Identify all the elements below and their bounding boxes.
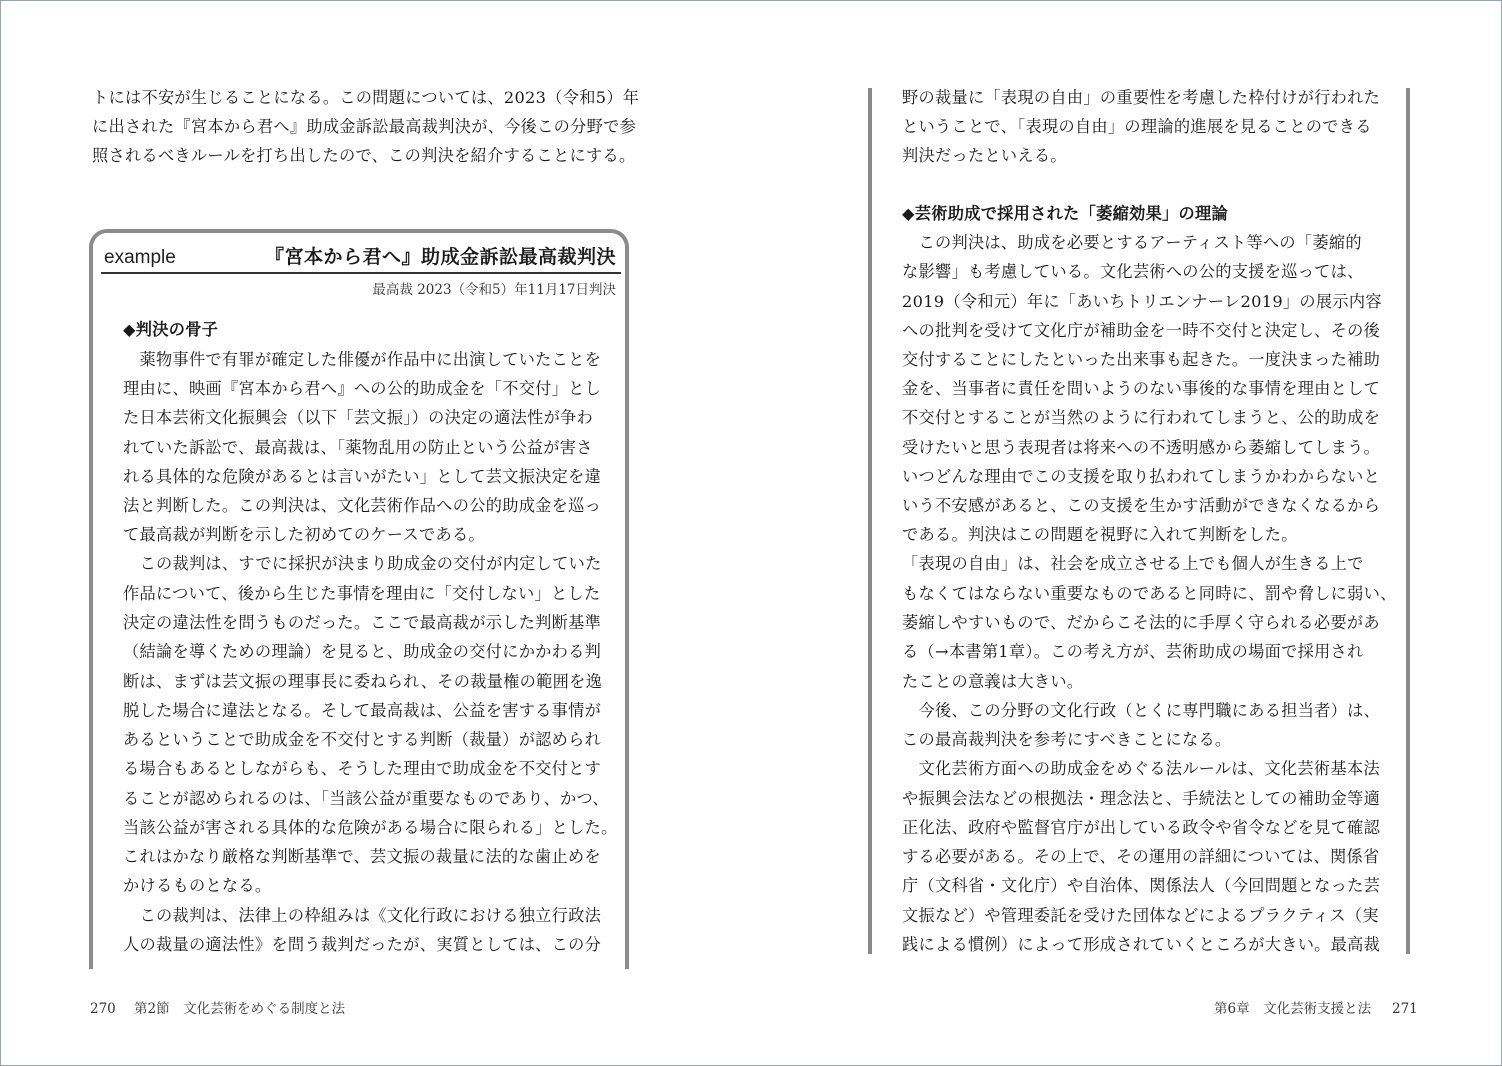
text-line: や振興会法などの根拠法・理念法と、手続法としての補助金等適 <box>902 789 1381 808</box>
text-line: である。判決はこの問題を視野に入れて判断をした。 <box>902 525 1298 544</box>
text-line: 決定の違法性を問うものだった。ここで最高裁が示した判断基準 <box>123 613 602 632</box>
text-line: トには不安が生じることになる。この問題については、2023（令和5）年 <box>92 88 640 107</box>
text-line: この裁判は、すでに採択が決まり助成金の交付が内定していた <box>123 554 602 573</box>
example-title-rule <box>101 272 621 274</box>
text-line: あるということで助成金を不交付とする判断（裁量）が認められ <box>123 730 602 749</box>
text-line: 作品について、後から生じた事情を理由に「交付しない」とした <box>123 584 601 603</box>
text-line: 理由に、映画『宮本から君へ』への公的助成金を「不交付」とし <box>123 379 602 398</box>
text-line: な影響」も考慮している。文化芸術への公的支援を巡っては、 <box>902 262 1364 281</box>
section-heading: ◆判決の骨子 <box>123 320 219 339</box>
text-line: する必要がある。その上で、その運用の詳細については、関係省 <box>902 847 1380 866</box>
text-line: 照されるべきルールを打ち出したので、この判決を紹介することにする。 <box>92 146 636 165</box>
text-line: ということで、「表現の自由」の理論的進展を見ることのできる <box>902 117 1372 136</box>
text-line: いつどんな理由でこの支援を取り払われてしまうかわからないと <box>902 467 1381 486</box>
text-line: いう不安感があると、この支援を生かす活動ができなくなるから <box>902 496 1381 515</box>
left-page-number: 270 <box>90 1001 116 1017</box>
text-line: 正化法、政府や監督官庁が出している政令や省令などを見て確認 <box>902 818 1381 837</box>
section-heading: ◆芸術助成で採用された「萎縮効果」の理論 <box>902 204 1229 223</box>
text-line: て最高裁が判断を示した初めてのケースである。 <box>123 525 485 544</box>
text-line: 文振など）や管理委託を受けた団体などによるプラクティス（実 <box>902 906 1379 925</box>
text-line: これはかなり厳格な判断基準で、芸文振の裁量に法的な歯止めを <box>123 847 601 866</box>
text-line: かけるものとなる。 <box>123 876 272 895</box>
example-title: 『宮本から君へ』助成金訴訟最高裁判決 <box>264 246 616 268</box>
text-line: 断は、まずは芸文振の理事長に委ねられ、その裁量権の範囲を逸 <box>123 672 603 691</box>
text-line: る（→本書第1章）。この考え方が、芸術助成の場面で採用され <box>902 642 1364 661</box>
text-line: 脱した場合に違法となる。そして最高裁は、公益を害する事情が <box>123 701 602 720</box>
example-label: example <box>104 247 176 268</box>
text-line: 法と判断した。この判決は、文化芸術作品への公的助成金を巡っ <box>123 496 602 515</box>
text-line: 当該公益が害される具体的な危険がある場合に限られる」とした。 <box>123 818 618 837</box>
text-line: 受けたいと思う表現者は将来への不透明感から萎縮してしまう。 <box>902 438 1381 457</box>
text-line: への批判を受けて文化庁が補助金を一時不交付と決定し、その後 <box>902 321 1381 340</box>
text-line: （結論を導くための理論）を見ると、助成金の交付にかかわる判 <box>123 642 602 661</box>
text-line: 2019（令和元）年に「あいちトリエンナーレ2019」の展示内容 <box>902 292 1382 311</box>
text-line: もなくてはならない重要なものであると同時に、罰や脅しに弱い、 <box>902 584 1397 603</box>
text-line: この判決は、助成を必要とするアーティスト等への「萎縮的 <box>902 233 1362 252</box>
example-court-date: 最高裁 2023（令和5）年11月17日判決 <box>372 282 616 298</box>
text-line: れる具体的な危険があるとは言いがたい」として芸文振決定を違 <box>123 467 602 486</box>
text-line: 野の裁量に「表現の自由」の重要性を考慮した枠付けが行われた <box>902 88 1381 107</box>
text-line: る場合もあるとしながらも、そうした理由で助成金を不交付とす <box>123 759 602 778</box>
text-line: に出された『宮本から君へ』助成金訴訟最高裁判決が、今後この分野で参 <box>92 117 637 136</box>
text-line: れていた訴訟で、最高裁は、「薬物乱用の防止という公益が害さ <box>123 438 593 457</box>
right-page-side-rule-right <box>1406 88 1410 954</box>
text-line: た日本芸術文化振興会（以下「芸文振」）の決定の適法性が争わ <box>123 408 594 427</box>
right-page-number: 271 <box>1392 1001 1418 1017</box>
text-line: 萎縮しやすいもので、だからこそ法的に手厚く守られる必要があ <box>902 613 1380 632</box>
left-running-footer: 第2節 文化芸術をめぐる制度と法 <box>134 1001 346 1017</box>
text-line: 不交付とすることが当然のように行われてしまうと、公的助成を <box>902 408 1381 427</box>
text-line: 今後、この分野の文化行政（とくに専門職にある担当者）は、 <box>902 701 1381 720</box>
text-line: この裁判は、法律上の枠組みは《文化行政における独立行政法 <box>123 906 602 925</box>
text-line: 「表現の自由」は、社会を成立させる上でも個人が生きる上で <box>902 554 1364 573</box>
text-line: 文化芸術方面への助成金をめぐる法ルールは、文化芸術基本法 <box>902 759 1380 778</box>
text-line: 交付することにしたといった出来事も起きた。一度決まった補助 <box>902 350 1381 369</box>
text-line: ることが認められるのは、「当該公益が重要なものであり、かつ、 <box>123 789 609 808</box>
text-line: 金を、当事者に責任を問いようのない事後的な事情を理由として <box>902 379 1381 398</box>
text-line: 践による慣例）によって形成されていくところが大きい。最高裁 <box>902 935 1381 954</box>
right-page-side-rule-left <box>868 88 872 954</box>
text-line: 判決だったといえる。 <box>902 146 1067 165</box>
text-line: 薬物事件で有罪が確定した俳優が作品中に出演していたことを <box>123 350 602 369</box>
text-line: 人の裁量の適法性》を問う裁判だったが、実質としては、この分 <box>123 935 602 954</box>
text-line: 庁（文科省・文化庁）や自治体、関係法人（今回問題となった芸 <box>902 876 1381 895</box>
text-line: たことの意義は大きい。 <box>902 672 1084 691</box>
text-line: この最高裁判決を参考にすべきことになる。 <box>902 730 1232 749</box>
right-running-footer: 第6章 文化芸術支援と法 <box>1214 1001 1372 1017</box>
